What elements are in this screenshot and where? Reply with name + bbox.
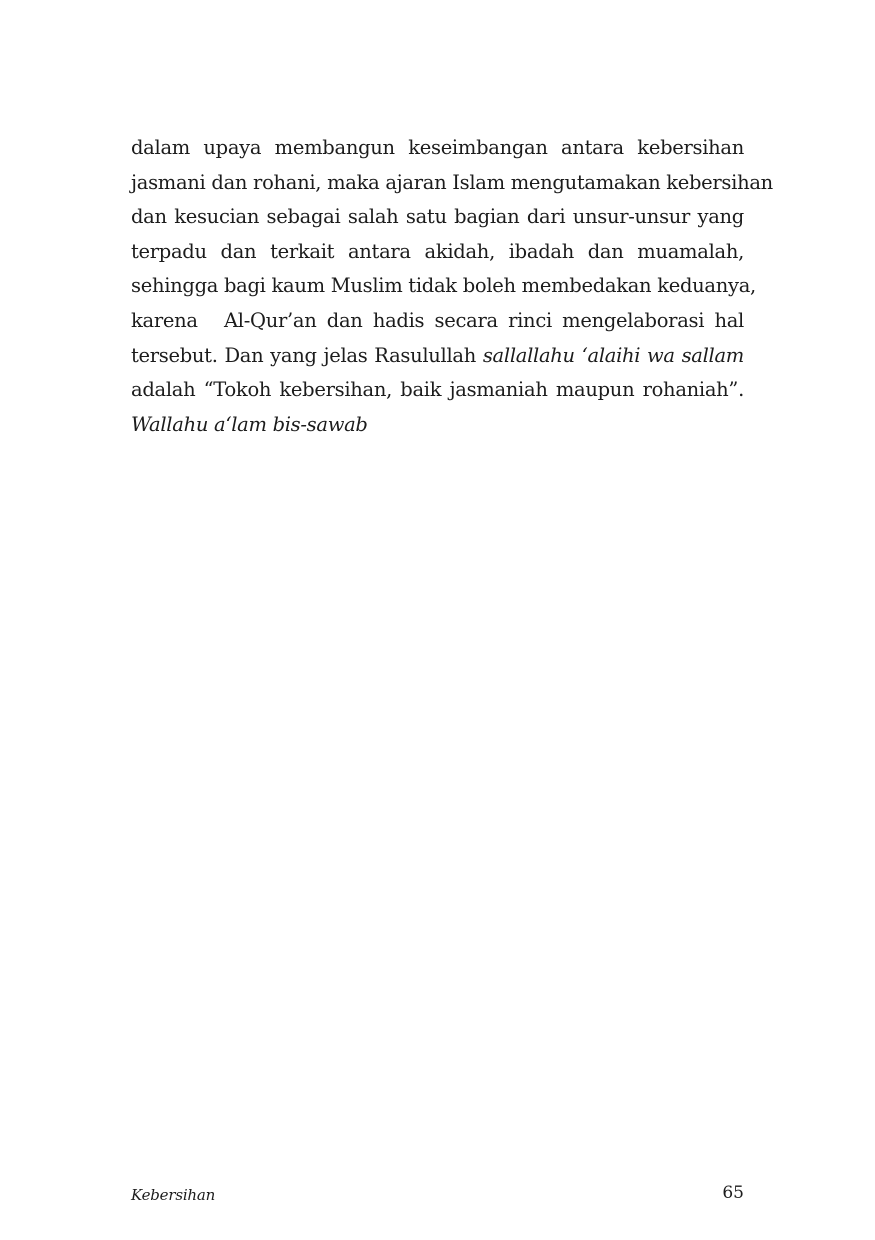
text-line [131,339,744,374]
text-line [131,304,744,339]
text-line: terpadu dan terkait antara akidah, ibadah dan muamalah, [131,239,744,263]
body-text [131,131,773,442]
text-line: jasmani dan rohani, maka ajaran Islam mengutamakan kebersihan [131,170,773,194]
closing-phrase: Wallahu a‘lam bis-sawab [131,412,368,436]
text-line: dan kesucian sebagai salah satu bagian dari unsur-unsur yang [131,205,744,229]
text-line: sehingga bagi kaum Muslim tidak boleh membedakan keduanya, [131,274,756,298]
text-segment: Al-Qur’an dan hadis secara rinci mengelaborasi hal [224,308,744,332]
page-number: 65 [722,1183,744,1203]
running-footer-title: Kebersihan [131,1186,216,1204]
text-segment: tersebut. Dan yang jelas Rasulullah [131,343,483,367]
text-line: dalam upaya membangun keseimbangan antara kebersihan [131,136,744,159]
text-segment: karena [131,308,198,332]
text-line: adalah “Tokoh kebersihan, baik jasmaniah maupun rohaniah”. [131,378,744,402]
italic-phrase: sallallahu ‘alaihi wa sallam [482,343,744,367]
